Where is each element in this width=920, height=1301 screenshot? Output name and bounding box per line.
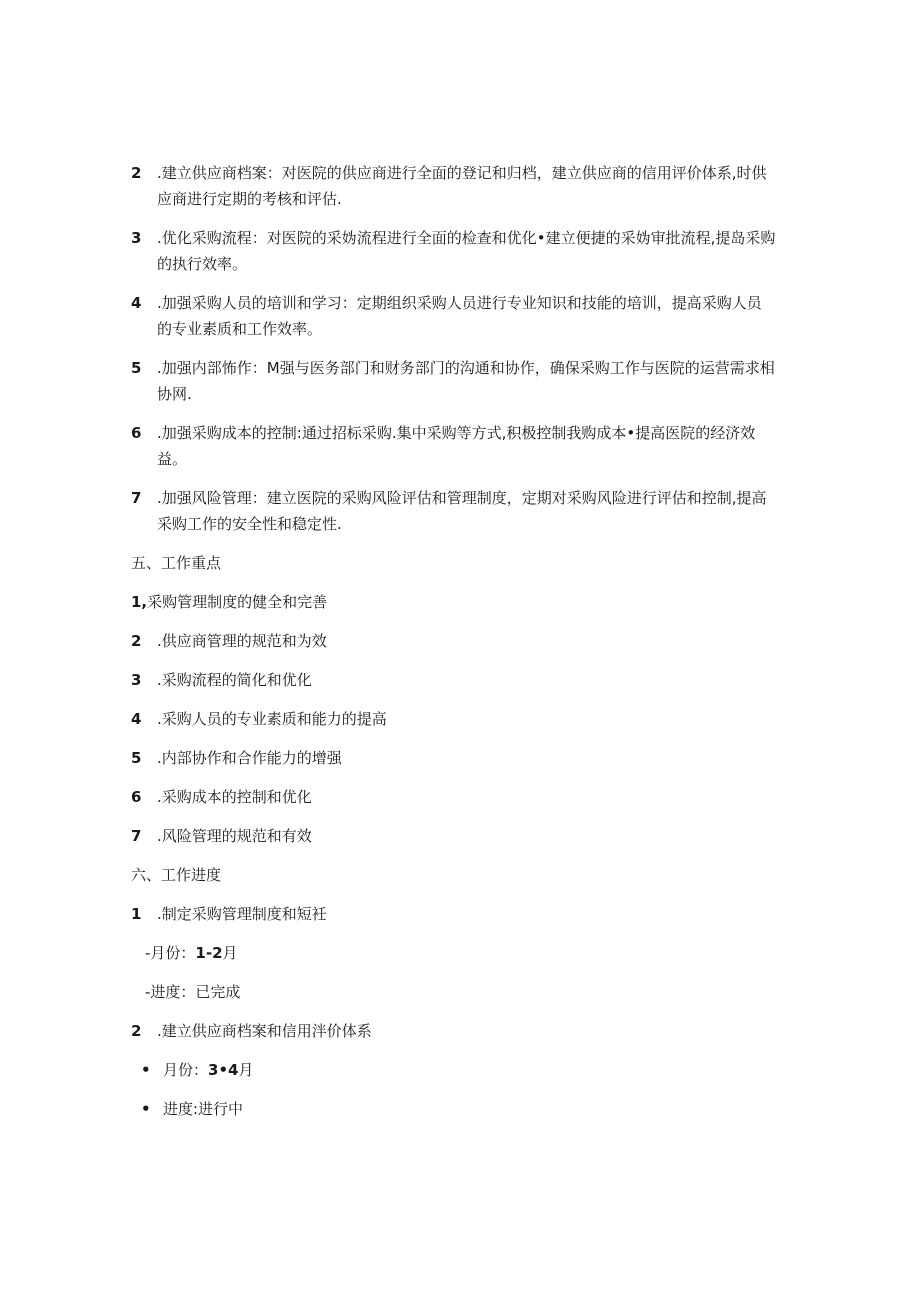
focus-number: 1, (131, 593, 148, 611)
month-label: -月份： (145, 944, 196, 962)
task-number: 5 (131, 359, 142, 377)
progress-1-status: -进度：已完成 (145, 983, 241, 1001)
focus-text: .供应商管理的规范和为效 (157, 632, 327, 650)
focus-text: .采购流程的简化和优化 (157, 671, 312, 689)
section-heading-work-progress: 六、工作进度 (131, 866, 222, 884)
bullet-dot: • (141, 1100, 151, 1118)
progress-text: .制定采购管理制度和短衽 (157, 905, 327, 923)
focus-item-2 (131, 628, 796, 654)
section-heading-work-focus: 五、工作重点 (131, 554, 222, 572)
progress-number: 1 (131, 905, 142, 923)
task-text (157, 225, 796, 277)
task-number: 6 (131, 424, 142, 442)
focus-number: 7 (131, 827, 142, 845)
focus-text: .采购人员的专业素质和能力的提高 (157, 710, 387, 728)
focus-number: 6 (131, 788, 142, 806)
task-line: 的专业素质和工作效率。 (157, 320, 323, 338)
focus-text: .采购成本的控制和优化 (157, 788, 312, 806)
progress-2-month (141, 1057, 796, 1083)
focus-number: 4 (131, 710, 142, 728)
task-text (157, 485, 796, 537)
month-unit: 月 (238, 1061, 254, 1079)
progress-1-month (145, 940, 796, 966)
focus-number: 5 (131, 749, 142, 767)
task-text (157, 420, 796, 472)
focus-number: 2 (131, 632, 142, 650)
task-line: .加强采购成本的控制:通过招标采购.集中采购等方式,积极控制我购成本•提高医院的经济效 (157, 424, 756, 442)
focus-item-7 (131, 823, 796, 849)
bullet-dot: • (141, 1061, 151, 1079)
task-number: 7 (131, 489, 142, 507)
progress-number: 2 (131, 1022, 142, 1040)
task-line: 采购工作的安全性和稳定性. (157, 515, 342, 533)
task-item-2 (131, 160, 796, 212)
focus-item-5 (131, 745, 796, 771)
task-item-6 (131, 420, 796, 472)
task-line: 的执行效率。 (157, 255, 248, 273)
month-unit: 月 (222, 944, 238, 962)
task-text (157, 290, 796, 342)
month-value: 1-2 (195, 944, 223, 962)
task-line: .建立供应商档案：对医院的供应商进行全面的登记和归档，建立供应商的信用评价体系,时供 (157, 164, 767, 182)
task-line: 益。 (157, 450, 188, 468)
month-label: 月份： (163, 1061, 209, 1079)
task-text (157, 355, 796, 407)
focus-item-4 (131, 706, 796, 732)
task-text (157, 160, 796, 212)
task-line: .加强采购人员的培训和学习：定期组织采购人员进行专业知识和技能的培训，提高采购人员 (157, 294, 762, 312)
progress-text: .建立供应商档案和信用泮价体系 (157, 1022, 372, 1040)
focus-text: 采购管理制度的健全和完善 (147, 593, 328, 611)
focus-number: 3 (131, 671, 142, 689)
task-line: .优化采购流程：对医院的采妫流程进行全面的检查和优化•建立便捷的采妫审批流程,提岛采购 (157, 229, 776, 247)
task-number: 2 (131, 164, 142, 182)
focus-item-1 (131, 589, 796, 615)
progress-2-status (141, 1096, 796, 1122)
focus-item-3 (131, 667, 796, 693)
bullet-text (163, 1057, 254, 1083)
progress-item-1 (131, 901, 796, 927)
task-line: 应商进行定期的考核和评估. (157, 190, 342, 208)
bullet-text: 进度:进行中 (163, 1100, 244, 1118)
task-number: 3 (131, 229, 142, 247)
task-line: 协网. (157, 385, 192, 403)
progress-item-2 (131, 1018, 796, 1044)
focus-item-6 (131, 784, 796, 810)
task-number: 4 (131, 294, 142, 312)
focus-text: .内部协作和合作能力的增强 (157, 749, 342, 767)
month-value: 3•4 (208, 1061, 239, 1079)
task-item-7 (131, 485, 796, 537)
task-item-3 (131, 225, 796, 277)
task-item-4 (131, 290, 796, 342)
document-content (131, 160, 796, 1135)
focus-text: .风险管理的规范和有效 (157, 827, 312, 845)
task-item-5 (131, 355, 796, 407)
task-line: .加强内部怖作：M强与医务部门和财务部门的沟通和协作，确保采购工作与医院的运营需求相 (157, 359, 775, 377)
task-line: .加强风险管理：建立医院的采购风险评估和管理制度，定期对采购风险进行评估和控制,提高 (157, 489, 767, 507)
